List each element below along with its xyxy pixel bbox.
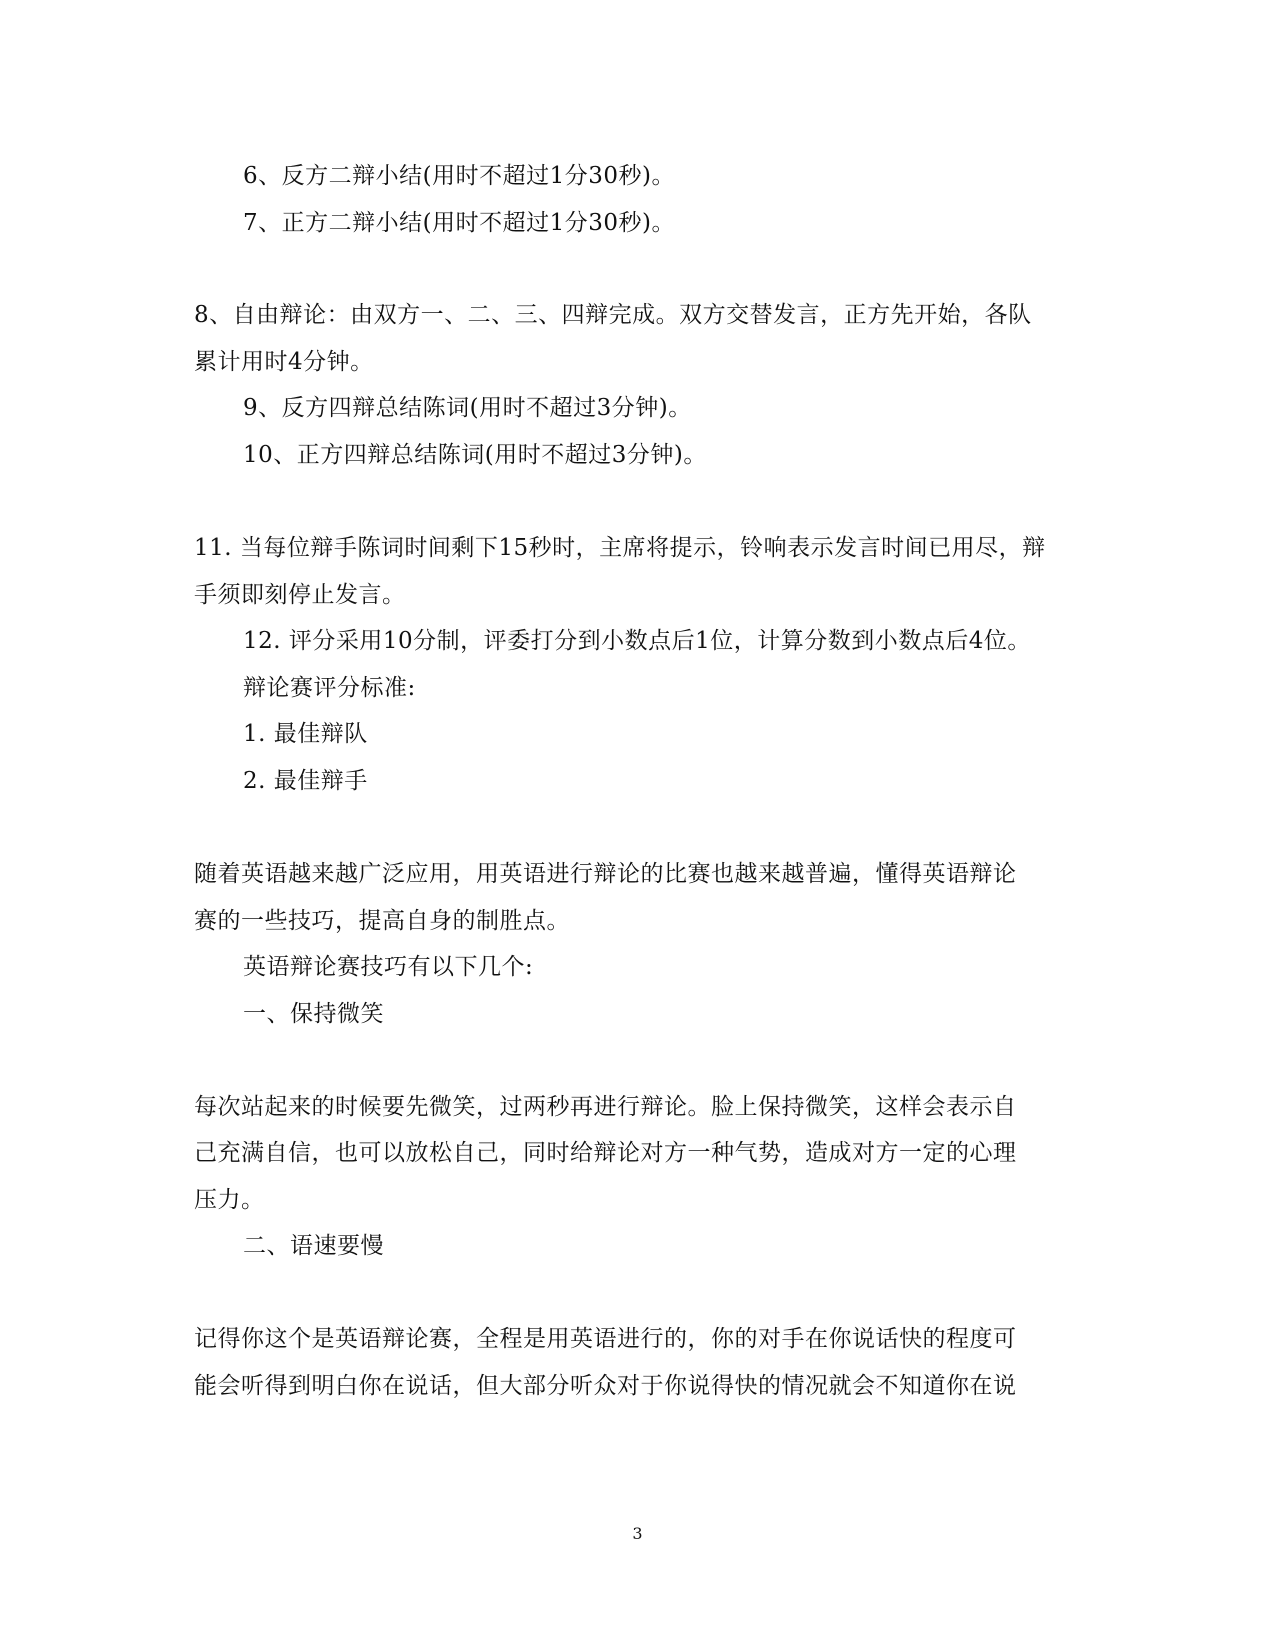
text-line-rule-11-cont: 手须即刻停止发言。: [194, 582, 406, 608]
text-line-tip-2-body-cont: 能会听得到明白你在说话，但大部分听众对于你说得快的情况就会不知道你在说: [194, 1373, 1017, 1399]
text-line-rule-8-cont: 累计用时4分钟。: [194, 349, 374, 375]
list-item-best-team: 1. 最佳辩队: [243, 721, 368, 747]
text-line-intro: 随着英语越来越广泛应用，用英语进行辩论的比赛也越来越普遍，懂得英语辩论: [194, 861, 1017, 887]
list-item-best-debater: 2. 最佳辩手: [243, 768, 368, 794]
text-line-rule-10: 10、正方四辩总结陈词(用时不超过3分钟)。: [243, 442, 707, 468]
text-line-tip-1-body-end: 压力。: [194, 1187, 265, 1213]
text-line-rule-6: 6、反方二辩小结(用时不超过1分30秒)。: [243, 163, 675, 189]
heading-tips: 英语辩论赛技巧有以下几个:: [243, 954, 534, 980]
heading-scoring-criteria: 辩论赛评分标准:: [243, 675, 416, 701]
text-line-tip-1-body: 每次站起来的时候要先微笑，过两秒再进行辩论。脸上保持微笑，这样会表示自: [194, 1094, 1017, 1120]
heading-tip-1: 一、保持微笑: [243, 1001, 384, 1027]
page-number: 3: [632, 1524, 643, 1543]
text-line-rule-11: 11. 当每位辩手陈词时间剩下15秒时，主席将提示，铃响表示发言时间已用尽，辩: [194, 535, 1046, 561]
heading-tip-2: 二、语速要慢: [243, 1233, 384, 1259]
text-line-tip-2-body: 记得你这个是英语辩论赛，全程是用英语进行的，你的对手在你说话快的程度可: [194, 1326, 1017, 1352]
text-line-rule-12: 12. 评分采用10分制，评委打分到小数点后1位，计算分数到小数点后4位。: [243, 628, 1031, 654]
text-line-rule-8: 8、自由辩论：由双方一、二、三、四辩完成。双方交替发言，正方先开始，各队: [194, 302, 1032, 328]
text-line-rule-7: 7、正方二辩小结(用时不超过1分30秒)。: [243, 210, 675, 236]
text-line-tip-1-body-cont: 己充满自信，也可以放松自己，同时给辩论对方一种气势，造成对方一定的心理: [194, 1140, 1017, 1166]
text-line-rule-9: 9、反方四辩总结陈词(用时不超过3分钟)。: [243, 395, 692, 421]
text-line-intro-cont: 赛的一些技巧，提高自身的制胜点。: [194, 908, 570, 934]
